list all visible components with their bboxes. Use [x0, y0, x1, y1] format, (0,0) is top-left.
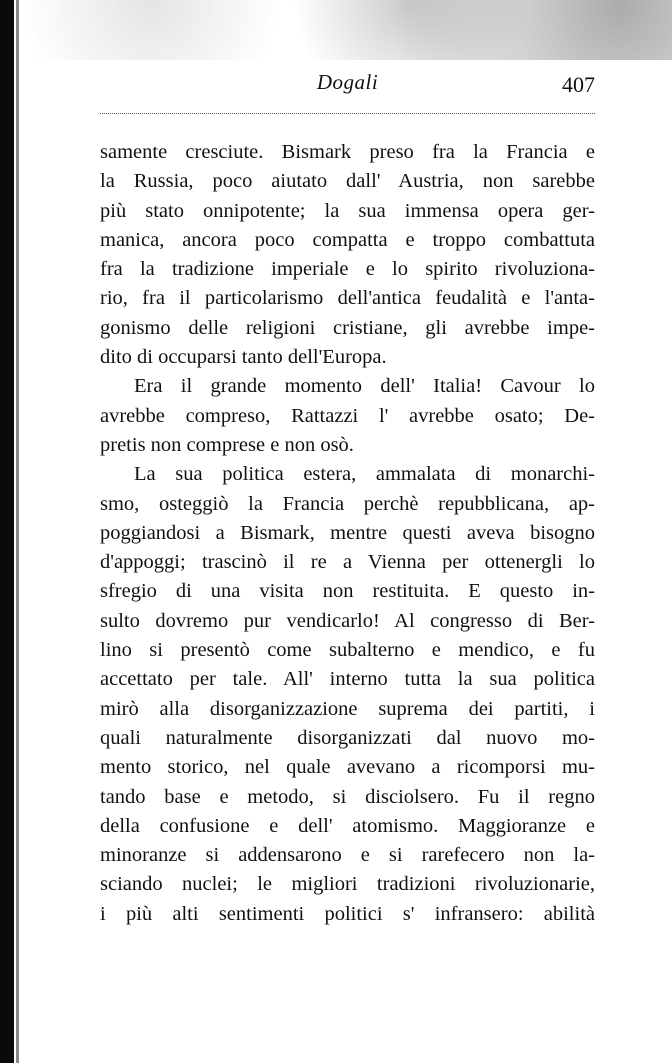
- header-rule: [100, 113, 595, 114]
- text-line: poggiandosi a Bismark, mentre questi aveva bisogno: [100, 521, 595, 544]
- text-line: dito di occuparsi tanto dell'Europa.: [100, 346, 387, 369]
- page-number: 407: [562, 72, 595, 97]
- text-line: i più alti sentimenti politici s' infransero: abilità: [100, 902, 595, 925]
- text-line: avrebbe compreso, Rattazzi l' avrebbe osato; De-: [100, 404, 595, 427]
- text-line: d'appoggi; trascinò il re a Vienna per ottenergli lo: [100, 551, 595, 574]
- text-line: accettato per tale. All' interno tutta la sua politica: [100, 668, 595, 691]
- text-line: pretis non comprese e non osò.: [100, 433, 354, 456]
- scan-noise: [20, 0, 672, 60]
- text-line: lino si presentò come subalterno e mendico, e fu: [100, 639, 595, 662]
- text-line: mirò alla disorganizzazione suprema dei partiti, i: [100, 697, 595, 720]
- text-line: la Russia, poco aiutato dall' Austria, non sarebbe: [100, 170, 595, 193]
- text-line: fra la tradizione imperiale e lo spirito rivoluziona-: [100, 258, 595, 281]
- text-line: della confusione e dell' atomismo. Maggioranze e: [100, 814, 595, 837]
- text-line: manica, ancora poco compatta e troppo combattuta: [100, 228, 595, 251]
- paragraph-start-line: Era il grande momento dell' Italia! Cavour lo: [134, 375, 595, 398]
- text-line: smo, osteggiò la Francia perchè repubblicana, ap-: [100, 492, 595, 515]
- text-line: rio, fra il particolarismo dell'antica feudalità e l'anta-: [100, 287, 595, 310]
- text-line: sfregio di una visita non restituita. E questo in-: [100, 580, 595, 603]
- text-line: sulto dovremo pur vendicarlo! Al congresso di Ber-: [100, 609, 595, 632]
- text-line: tando base e metodo, si disciolsero. Fu il regno: [100, 785, 595, 808]
- text-line: più stato onnipotente; la sua immensa opera ger-: [100, 199, 595, 222]
- text-line: sciando nuclei; le migliori tradizioni rivoluzionarie,: [100, 873, 595, 896]
- text-line: minoranze si addensarono e si rarefecero non la-: [100, 844, 595, 867]
- page-binding-edge: [0, 0, 14, 1063]
- page-binding-shadow: [16, 0, 19, 1063]
- text-line: samente cresciute. Bismark preso fra la Francia e: [100, 141, 595, 163]
- page-header: [100, 64, 595, 104]
- running-title: Dogali: [316, 70, 379, 94]
- text-line: gonismo delle religioni cristiane, gli avrebbe impe-: [100, 316, 595, 339]
- body-text: [100, 138, 595, 929]
- paragraph-start-line: La sua politica estera, ammalata di monarchi-: [134, 463, 595, 486]
- text-line: mento storico, nel quale avevano a ricomporsi mu-: [100, 756, 595, 779]
- text-line: quali naturalmente disorganizzati dal nuovo mo-: [100, 726, 595, 749]
